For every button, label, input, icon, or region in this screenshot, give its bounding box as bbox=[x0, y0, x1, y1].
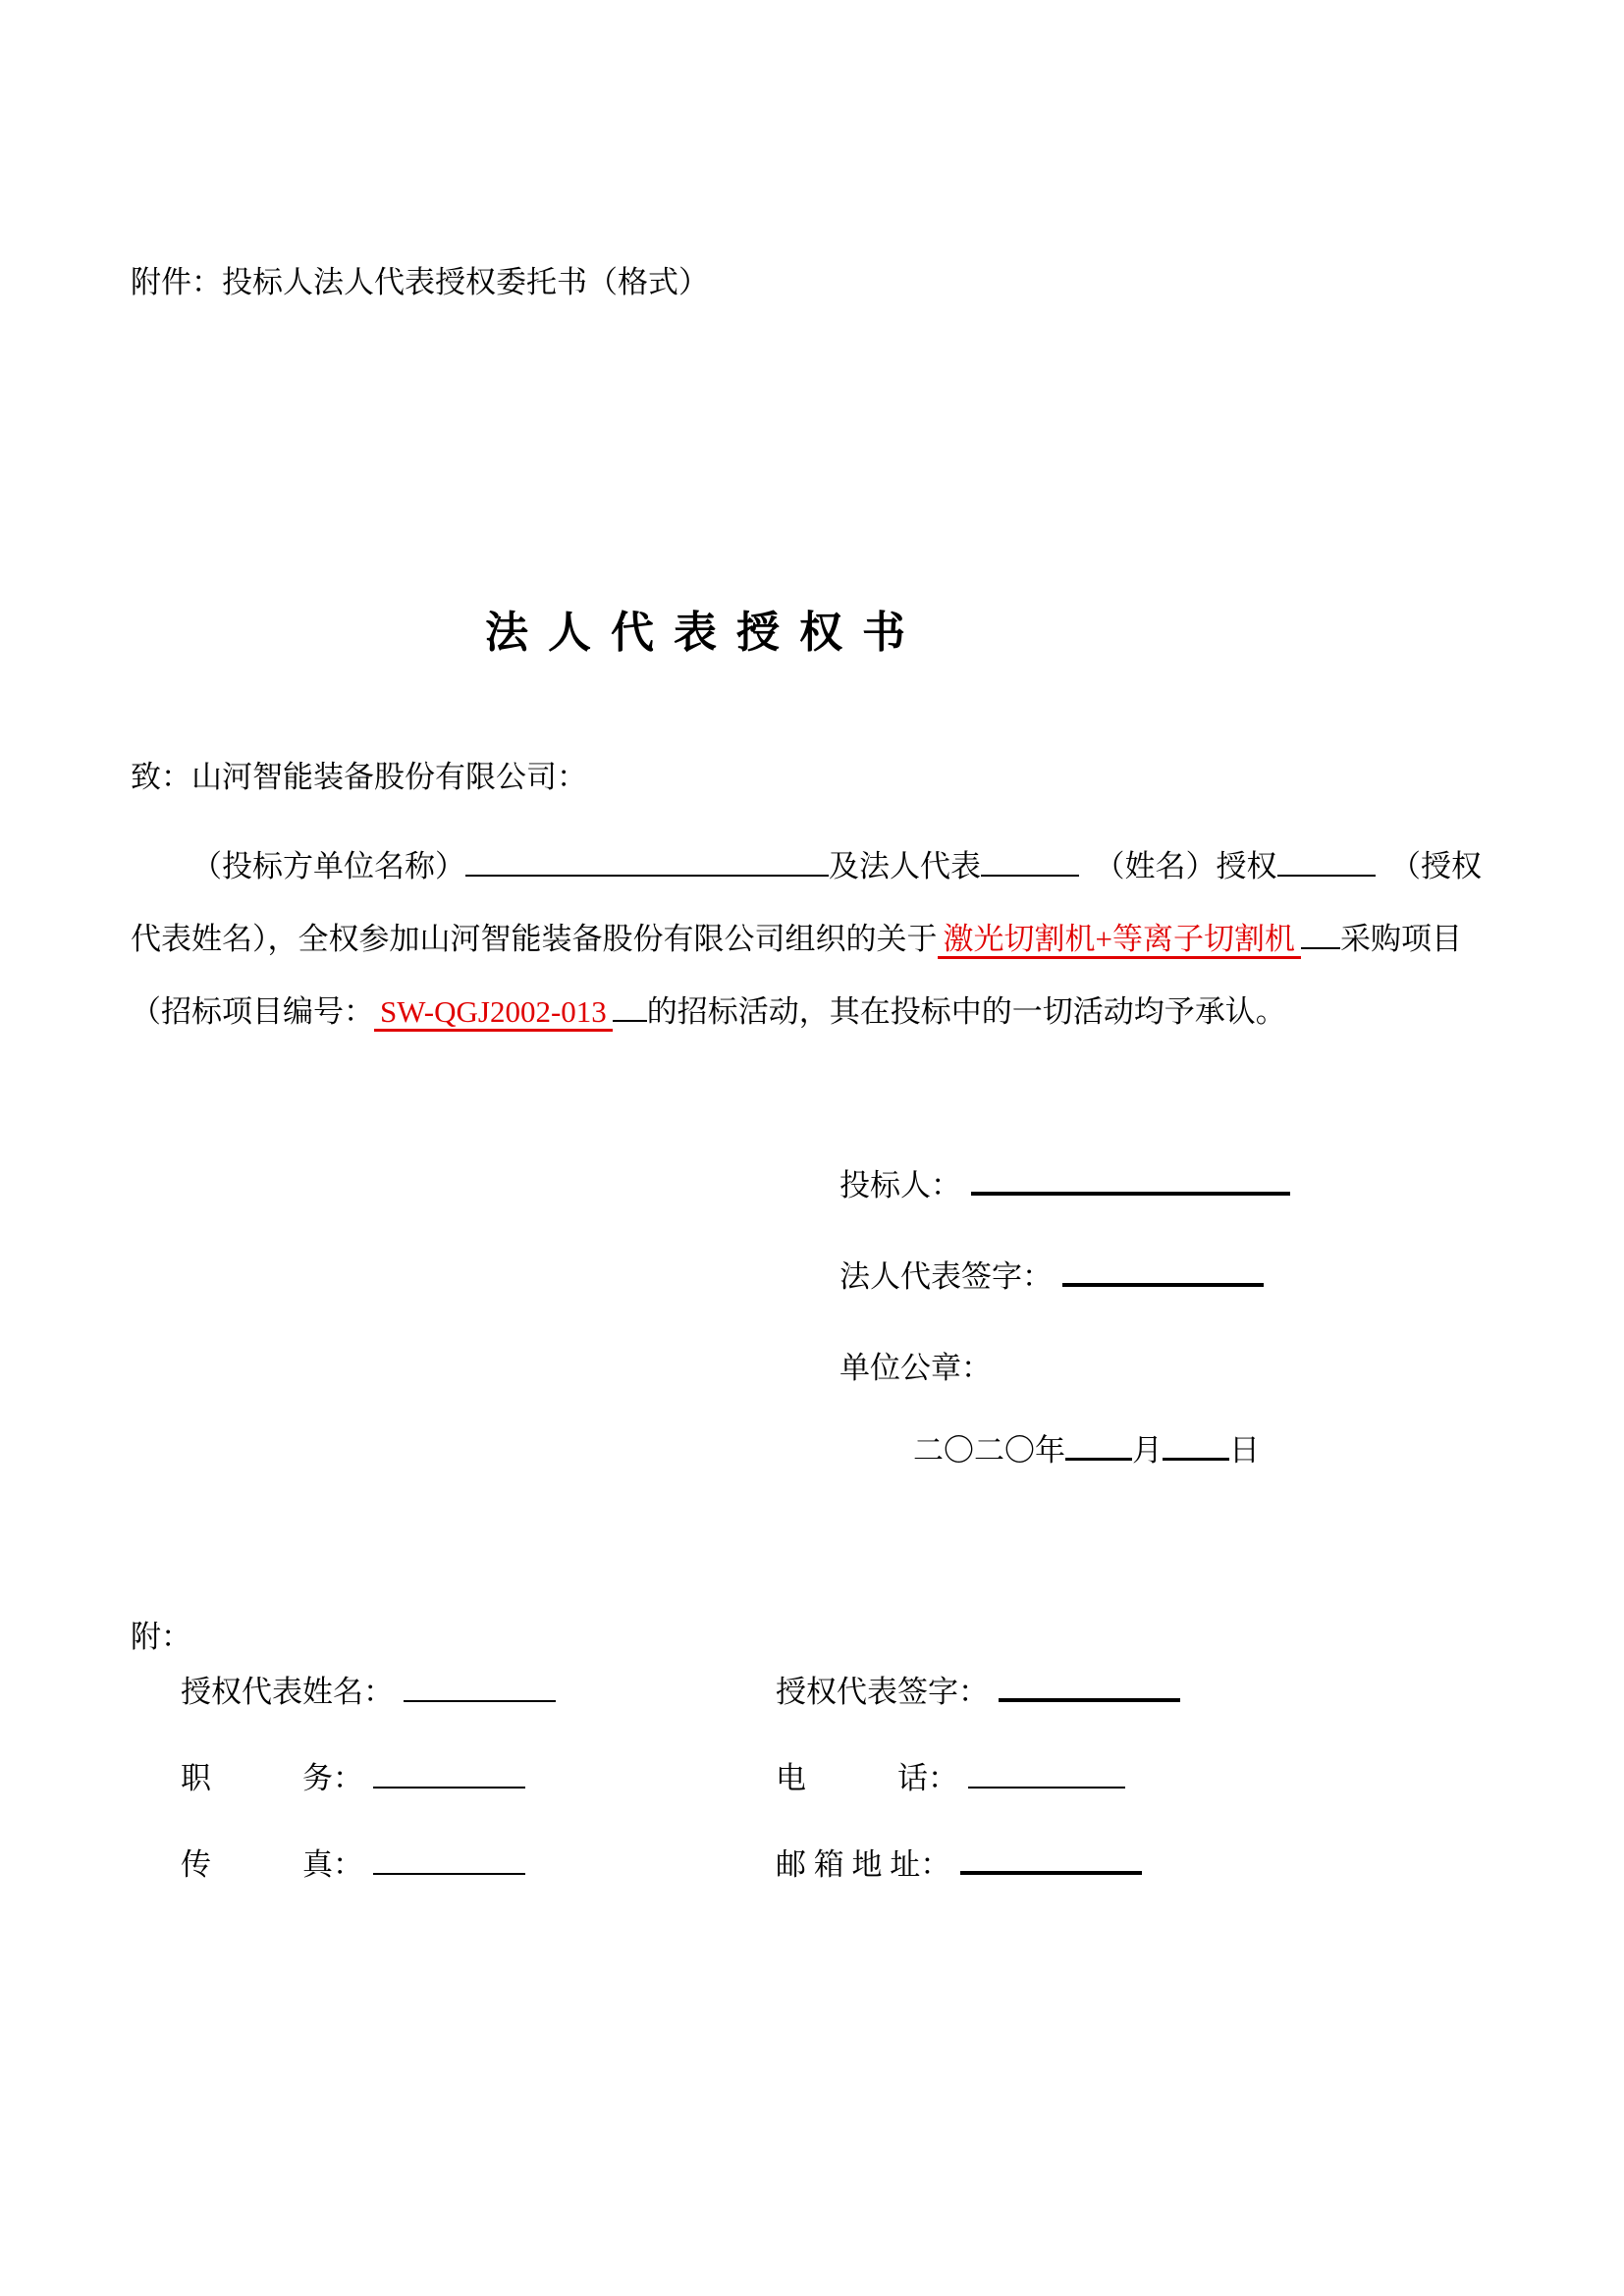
date-line bbox=[913, 1425, 1260, 1469]
blank-company-name bbox=[465, 875, 829, 877]
phone-label: 电 话： bbox=[776, 1761, 958, 1795]
legal-rep-signature-line bbox=[839, 1252, 1264, 1296]
field-authorized-rep-name bbox=[181, 1667, 556, 1711]
body-line-3 bbox=[131, 976, 1564, 1048]
date-year: 二〇二〇年 bbox=[913, 1433, 1065, 1468]
body-seg-name-note: （姓名）授权 bbox=[1110, 849, 1277, 883]
blank-after-item bbox=[1301, 947, 1340, 949]
field-position bbox=[181, 1753, 525, 1797]
bidder-signature-line bbox=[839, 1160, 1290, 1204]
body-seg-legal-rep: 及法人代表 bbox=[829, 849, 981, 883]
seal-label: 单位公章： bbox=[839, 1351, 992, 1385]
field-authorized-rep-sign bbox=[776, 1667, 1180, 1711]
fax-label: 传 真： bbox=[181, 1847, 363, 1882]
blank-legal-rep-sign bbox=[1062, 1283, 1264, 1287]
salutation-line: 致：山河智能装备股份有限公司： bbox=[131, 760, 587, 794]
body-line3-start: （招标项目编号： bbox=[131, 994, 374, 1029]
blank-month bbox=[1065, 1458, 1132, 1461]
body-line-2 bbox=[131, 903, 1564, 976]
blank-position bbox=[373, 1787, 525, 1789]
blank-email bbox=[960, 1871, 1142, 1875]
body-line3-end: 的招标活动，其在投标中的一切活动均予承认。 bbox=[646, 994, 1286, 1029]
attachment-note: 附件：投标人法人代表授权委托书（格式） bbox=[131, 265, 709, 299]
blank-fax bbox=[373, 1873, 525, 1875]
date-day: 日 bbox=[1229, 1433, 1260, 1468]
authorized-rep-name-label: 授权代表姓名： bbox=[181, 1675, 394, 1709]
blank-authorized-name bbox=[1277, 875, 1376, 877]
blank-day bbox=[1163, 1458, 1229, 1461]
email-label: 邮 箱 地 址： bbox=[776, 1847, 951, 1882]
document-title: 法人代表授权书 bbox=[485, 609, 925, 657]
authorized-rep-sign-label: 授权代表签字： bbox=[776, 1675, 989, 1709]
field-fax bbox=[181, 1840, 525, 1884]
body-paragraph bbox=[131, 830, 1564, 1048]
blank-after-number bbox=[613, 1020, 647, 1022]
blank-legal-rep-name bbox=[981, 875, 1079, 877]
body-line-1 bbox=[131, 830, 1564, 903]
field-phone bbox=[776, 1753, 1125, 1797]
appendix-heading: 附： bbox=[131, 1620, 191, 1654]
date-month: 月 bbox=[1132, 1433, 1163, 1468]
body-line2-start: 代表姓名），全权参加山河智能装备股份有限公司组织的关于 bbox=[131, 922, 938, 956]
blank-bidder bbox=[971, 1192, 1290, 1196]
company-seal-line bbox=[839, 1343, 992, 1387]
body-seg-company: （投标方单位名称） bbox=[191, 849, 465, 883]
position-label: 职 务： bbox=[181, 1761, 363, 1795]
blank-authorized-rep-sign bbox=[999, 1698, 1180, 1702]
blank-authorized-rep-name bbox=[404, 1700, 556, 1702]
blank-phone bbox=[968, 1787, 1125, 1789]
legal-rep-sign-label: 法人代表签字： bbox=[839, 1259, 1053, 1294]
field-email bbox=[776, 1840, 1142, 1884]
project-number-highlight: SW-QGJ2002-013 bbox=[374, 994, 613, 1032]
bidder-label: 投标人： bbox=[839, 1168, 961, 1202]
procurement-item-highlight: 激光切割机+等离子切割机 bbox=[938, 922, 1301, 959]
body-seg-authorize: （授权 bbox=[1405, 849, 1482, 883]
body-line2-end: 采购项目 bbox=[1339, 922, 1462, 956]
